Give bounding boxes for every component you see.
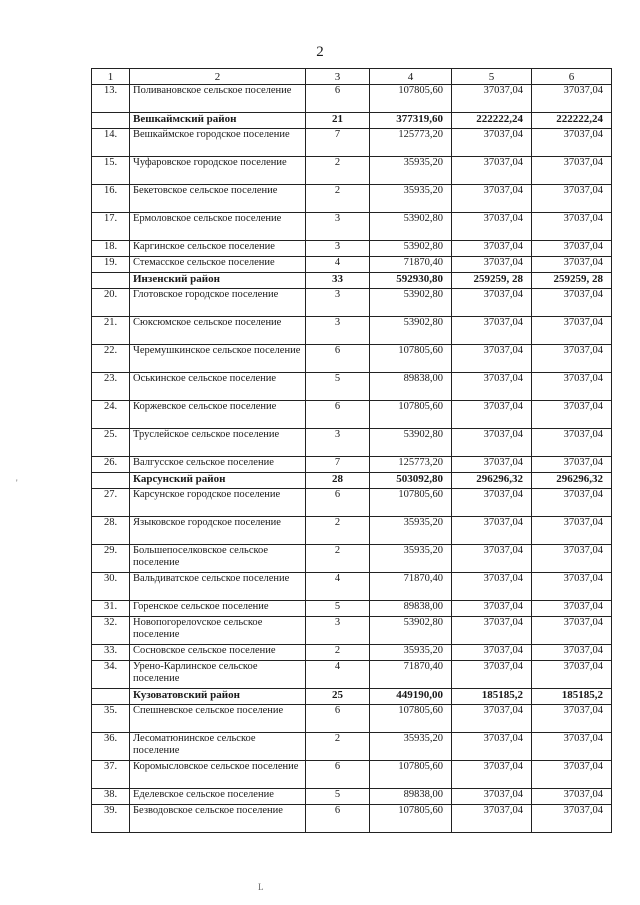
count-cell: 4: [306, 573, 370, 601]
count-cell: 6: [306, 401, 370, 429]
settlement-row: [92, 85, 612, 113]
amount-cell: 35935,20: [370, 733, 452, 761]
settlement-row: [92, 345, 612, 373]
district-total-row: [92, 473, 612, 489]
count-cell: 5: [306, 601, 370, 617]
settlement-row: [92, 213, 612, 241]
amount-cell: 37037,04: [532, 601, 612, 617]
amount-cell: 185185,2: [452, 689, 532, 705]
count-cell: 6: [306, 761, 370, 789]
count-cell: 33: [306, 273, 370, 289]
settlement-name-cell: Оськинское сельское поселение: [130, 373, 306, 401]
amount-cell: 37037,04: [532, 457, 612, 473]
settlement-row: [92, 185, 612, 213]
count-cell: 3: [306, 241, 370, 257]
amount-cell: 37037,04: [452, 241, 532, 257]
district-name-cell: Вешкаймский район: [130, 113, 306, 129]
amount-cell: 37037,04: [532, 289, 612, 317]
amount-cell: 53902,80: [370, 241, 452, 257]
amount-cell: 37037,04: [452, 373, 532, 401]
amount-cell: 37037,04: [452, 661, 532, 689]
count-cell: 5: [306, 373, 370, 401]
header-cell: 3: [306, 69, 370, 85]
row-number-cell: 24.: [92, 401, 130, 429]
settlement-row: [92, 545, 612, 573]
amount-cell: 89838,00: [370, 789, 452, 805]
settlement-name-cell: Горенское сельское поселение: [130, 601, 306, 617]
row-number-cell: 16.: [92, 185, 130, 213]
row-number-cell: 37.: [92, 761, 130, 789]
row-number-cell: 31.: [92, 601, 130, 617]
settlement-name-cell: Сюксюмское сельское поселение: [130, 317, 306, 345]
settlement-name-cell: Коржевское сельское поселение: [130, 401, 306, 429]
count-cell: 5: [306, 789, 370, 805]
count-cell: 6: [306, 345, 370, 373]
amount-cell: 89838,00: [370, 601, 452, 617]
count-cell: 3: [306, 289, 370, 317]
amount-cell: 37037,04: [452, 157, 532, 185]
row-number-cell: 20.: [92, 289, 130, 317]
amount-cell: 37037,04: [532, 401, 612, 429]
row-number-cell: 32.: [92, 617, 130, 645]
scan-mark-left: ': [16, 478, 18, 488]
amount-cell: 107805,60: [370, 401, 452, 429]
amount-cell: 37037,04: [452, 645, 532, 661]
row-number-cell: 28.: [92, 517, 130, 545]
settlement-row: [92, 457, 612, 473]
settlement-name-cell: Языковское городское поселение: [130, 517, 306, 545]
amount-cell: 37037,04: [452, 733, 532, 761]
row-number-cell: 34.: [92, 661, 130, 689]
amount-cell: 35935,20: [370, 545, 452, 573]
amount-cell: 259259, 28: [532, 273, 612, 289]
amount-cell: 107805,60: [370, 761, 452, 789]
count-cell: 4: [306, 257, 370, 273]
amount-cell: 37037,04: [532, 761, 612, 789]
settlement-row: [92, 733, 612, 761]
settlement-name-cell: Лесоматюнинское сельское поселение: [130, 733, 306, 761]
amount-cell: 37037,04: [532, 317, 612, 345]
row-number-cell: [92, 273, 130, 289]
amount-cell: 37037,04: [452, 257, 532, 273]
count-cell: 7: [306, 129, 370, 157]
amount-cell: 125773,20: [370, 129, 452, 157]
count-cell: 2: [306, 733, 370, 761]
settlement-name-cell: Еделевское сельское поселение: [130, 789, 306, 805]
amount-cell: 37037,04: [532, 733, 612, 761]
amount-cell: 107805,60: [370, 85, 452, 113]
amount-cell: 35935,20: [370, 185, 452, 213]
settlement-row: [92, 241, 612, 257]
row-number-cell: 17.: [92, 213, 130, 241]
settlement-row: [92, 517, 612, 545]
amount-cell: 37037,04: [452, 573, 532, 601]
count-cell: 6: [306, 705, 370, 733]
settlement-name-cell: Спешневское сельское поселение: [130, 705, 306, 733]
amount-cell: 296296,32: [532, 473, 612, 489]
amount-cell: 37037,04: [532, 241, 612, 257]
amount-cell: 53902,80: [370, 617, 452, 645]
amount-cell: 37037,04: [452, 401, 532, 429]
amount-cell: 35935,20: [370, 645, 452, 661]
row-number-cell: 15.: [92, 157, 130, 185]
district-name-cell: Инзенский район: [130, 273, 306, 289]
district-total-row: [92, 113, 612, 129]
row-number-cell: [92, 689, 130, 705]
settlement-name-cell: Глотовское городское поселение: [130, 289, 306, 317]
settlement-row: [92, 489, 612, 517]
settlement-name-cell: Большепоселковское сельское поселение: [130, 545, 306, 573]
amount-cell: 37037,04: [452, 789, 532, 805]
count-cell: 28: [306, 473, 370, 489]
row-number-cell: 21.: [92, 317, 130, 345]
row-number-cell: 35.: [92, 705, 130, 733]
settlement-row: [92, 157, 612, 185]
count-cell: 3: [306, 429, 370, 457]
header-cell: 1: [92, 69, 130, 85]
amount-cell: 37037,04: [532, 645, 612, 661]
row-number-cell: 27.: [92, 489, 130, 517]
amount-cell: 377319,60: [370, 113, 452, 129]
amount-cell: 503092,80: [370, 473, 452, 489]
count-cell: 2: [306, 517, 370, 545]
amount-cell: 37037,04: [452, 517, 532, 545]
count-cell: 2: [306, 157, 370, 185]
amount-cell: 35935,20: [370, 157, 452, 185]
amount-cell: 37037,04: [452, 545, 532, 573]
amount-cell: 592930,80: [370, 273, 452, 289]
settlement-row: [92, 401, 612, 429]
settlement-row: [92, 289, 612, 317]
amount-cell: 222222,24: [532, 113, 612, 129]
amount-cell: 37037,04: [532, 705, 612, 733]
district-name-cell: Карсунский район: [130, 473, 306, 489]
amount-cell: 71870,40: [370, 257, 452, 273]
amount-cell: 125773,20: [370, 457, 452, 473]
amount-cell: 37037,04: [532, 257, 612, 273]
row-number-cell: [92, 473, 130, 489]
amount-cell: 37037,04: [452, 85, 532, 113]
settlement-name-cell: Труслейское сельское поселение: [130, 429, 306, 457]
settlement-row: [92, 257, 612, 273]
amount-cell: 37037,04: [532, 129, 612, 157]
count-cell: 6: [306, 805, 370, 833]
amount-cell: 37037,04: [532, 573, 612, 601]
district-total-row: [92, 689, 612, 705]
count-cell: 4: [306, 661, 370, 689]
amount-cell: 37037,04: [532, 185, 612, 213]
row-number-cell: 25.: [92, 429, 130, 457]
header-cell: 6: [532, 69, 612, 85]
row-number-cell: [92, 113, 130, 129]
settlement-row: [92, 661, 612, 689]
settlement-name-cell: Коромысловское сельское поселение: [130, 761, 306, 789]
amount-cell: 37037,04: [532, 617, 612, 645]
amount-cell: 37037,04: [452, 213, 532, 241]
header-cell: 5: [452, 69, 532, 85]
row-number-cell: 18.: [92, 241, 130, 257]
settlement-row: [92, 601, 612, 617]
count-cell: 3: [306, 213, 370, 241]
row-number-cell: 14.: [92, 129, 130, 157]
amount-cell: 37037,04: [532, 805, 612, 833]
settlement-row: [92, 705, 612, 733]
settlement-row: [92, 789, 612, 805]
settlement-name-cell: Вальдиватское сельское поселение: [130, 573, 306, 601]
amount-cell: 37037,04: [532, 429, 612, 457]
settlement-row: [92, 429, 612, 457]
amount-cell: 185185,2: [532, 689, 612, 705]
amount-cell: 37037,04: [532, 373, 612, 401]
settlement-name-cell: Каргинское сельское поселение: [130, 241, 306, 257]
settlement-name-cell: Вешкаймское городское поселение: [130, 129, 306, 157]
amount-cell: 37037,04: [452, 705, 532, 733]
amount-cell: 89838,00: [370, 373, 452, 401]
count-cell: 2: [306, 185, 370, 213]
amount-cell: 107805,60: [370, 345, 452, 373]
amount-cell: 37037,04: [532, 545, 612, 573]
settlement-row: [92, 317, 612, 345]
amount-cell: 37037,04: [452, 185, 532, 213]
district-name-cell: Кузоватовский район: [130, 689, 306, 705]
settlement-row: [92, 617, 612, 645]
amount-cell: 37037,04: [452, 805, 532, 833]
settlement-name-cell: Сосновское сельское поселение: [130, 645, 306, 661]
amount-cell: 37037,04: [452, 601, 532, 617]
settlement-row: [92, 373, 612, 401]
amount-cell: 37037,04: [532, 489, 612, 517]
row-number-cell: 38.: [92, 789, 130, 805]
header-cell: 2: [130, 69, 306, 85]
amount-cell: 37037,04: [532, 661, 612, 689]
amount-cell: 107805,60: [370, 705, 452, 733]
settlement-name-cell: Новопогорелovское сельское поселение: [130, 617, 306, 645]
settlement-name-cell: Черемушкинское сельское поселение: [130, 345, 306, 373]
count-cell: 7: [306, 457, 370, 473]
header-cell: 4: [370, 69, 452, 85]
amount-cell: 37037,04: [532, 213, 612, 241]
count-cell: 6: [306, 489, 370, 517]
amount-cell: 37037,04: [452, 345, 532, 373]
amount-cell: 53902,80: [370, 429, 452, 457]
page-number: 2: [316, 44, 324, 60]
allocation-table: [91, 68, 612, 833]
amount-cell: 53902,80: [370, 317, 452, 345]
district-total-row: [92, 273, 612, 289]
amount-cell: 37037,04: [532, 85, 612, 113]
settlement-row: [92, 761, 612, 789]
amount-cell: 259259, 28: [452, 273, 532, 289]
amount-cell: 53902,80: [370, 213, 452, 241]
settlement-row: [92, 645, 612, 661]
scan-mark-bottom: L: [258, 882, 264, 892]
row-number-cell: 39.: [92, 805, 130, 833]
amount-cell: 107805,60: [370, 489, 452, 517]
row-number-cell: 36.: [92, 733, 130, 761]
table-body: [92, 69, 612, 833]
amount-cell: 37037,04: [452, 457, 532, 473]
row-number-cell: 23.: [92, 373, 130, 401]
amount-cell: 222222,24: [452, 113, 532, 129]
row-number-cell: 29.: [92, 545, 130, 573]
settlement-name-cell: Бекетовское сельское поселение: [130, 185, 306, 213]
amount-cell: 71870,40: [370, 573, 452, 601]
amount-cell: 449190,00: [370, 689, 452, 705]
settlement-name-cell: Валгусское сельское поселение: [130, 457, 306, 473]
amount-cell: 37037,04: [532, 789, 612, 805]
amount-cell: 37037,04: [532, 517, 612, 545]
row-number-cell: 30.: [92, 573, 130, 601]
settlement-row: [92, 573, 612, 601]
amount-cell: 37037,04: [532, 157, 612, 185]
row-number-cell: 26.: [92, 457, 130, 473]
amount-cell: 37037,04: [452, 761, 532, 789]
amount-cell: 53902,80: [370, 289, 452, 317]
count-cell: 6: [306, 85, 370, 113]
amount-cell: 37037,04: [452, 429, 532, 457]
settlement-name-cell: Карсунское городское поселение: [130, 489, 306, 517]
settlement-name-cell: Урено-Карлинское сельское поселение: [130, 661, 306, 689]
amount-cell: 37037,04: [452, 489, 532, 517]
amount-cell: 37037,04: [452, 129, 532, 157]
table-header-row: [92, 69, 612, 85]
row-number-cell: 19.: [92, 257, 130, 273]
settlement-name-cell: Ермоловское сельское поселение: [130, 213, 306, 241]
amount-cell: 37037,04: [452, 289, 532, 317]
settlement-row: [92, 129, 612, 157]
amount-cell: 37037,04: [452, 317, 532, 345]
settlement-name-cell: Стемасское сельское поселение: [130, 257, 306, 273]
settlement-name-cell: Поливановское сельское поселение: [130, 85, 306, 113]
settlement-name-cell: Чуфаровское городское поселение: [130, 157, 306, 185]
count-cell: 3: [306, 617, 370, 645]
amount-cell: 37037,04: [452, 617, 532, 645]
amount-cell: 71870,40: [370, 661, 452, 689]
count-cell: 21: [306, 113, 370, 129]
count-cell: 2: [306, 545, 370, 573]
settlement-row: [92, 805, 612, 833]
amount-cell: 296296,32: [452, 473, 532, 489]
count-cell: 3: [306, 317, 370, 345]
settlement-name-cell: Безводовское сельское поселение: [130, 805, 306, 833]
row-number-cell: 13.: [92, 85, 130, 113]
amount-cell: 107805,60: [370, 805, 452, 833]
row-number-cell: 22.: [92, 345, 130, 373]
row-number-cell: 33.: [92, 645, 130, 661]
count-cell: 25: [306, 689, 370, 705]
count-cell: 2: [306, 645, 370, 661]
amount-cell: 37037,04: [532, 345, 612, 373]
amount-cell: 35935,20: [370, 517, 452, 545]
